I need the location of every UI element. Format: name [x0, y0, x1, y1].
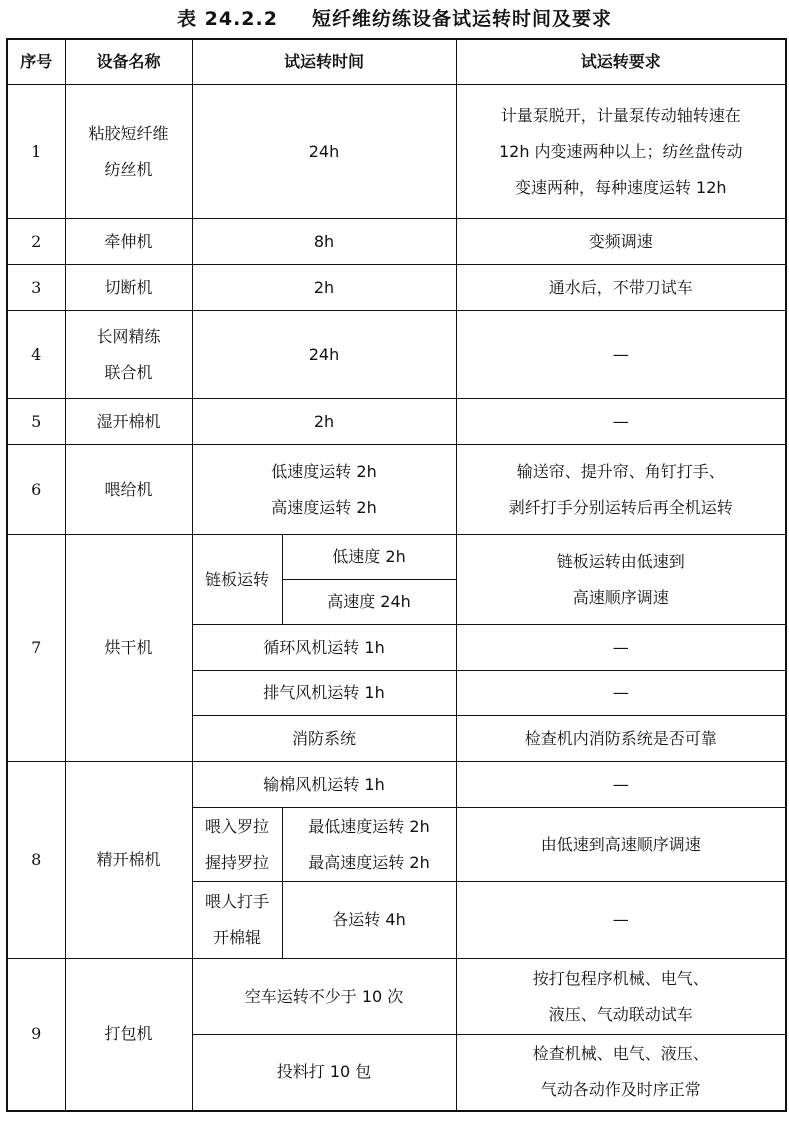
- header-req: 试运转要求: [456, 39, 786, 85]
- row-time: 2h: [192, 399, 456, 445]
- fire-time: 消防系统: [192, 716, 456, 762]
- row-req: 输送帘、提升帘、角钉打手、 剥纤打手分别运转后再全机运转: [456, 445, 786, 535]
- table-row: [7, 85, 786, 219]
- row-req: —: [456, 399, 786, 445]
- roller-label: 喂入罗拉 握持罗拉: [192, 808, 282, 882]
- load-run-req: 检查机械、电气、液压、 气动各动作及时序正常: [456, 1035, 786, 1111]
- table-number: 表 24.2.2: [177, 8, 278, 30]
- row-name: 牵伸机: [65, 219, 192, 265]
- row-time: 8h: [192, 219, 456, 265]
- row-no: 9: [7, 959, 65, 1111]
- chain-req: 链板运转由低速到 高速顺序调速: [456, 535, 786, 625]
- row-name: 打包机: [65, 959, 192, 1111]
- row-req: 变频调速: [456, 219, 786, 265]
- header-name: 设备名称: [65, 39, 192, 85]
- row-time: 24h: [192, 311, 456, 399]
- table-row: [7, 311, 786, 399]
- row-no: 2: [7, 219, 65, 265]
- row-req: —: [456, 311, 786, 399]
- row-name: 精开棉机: [65, 762, 192, 959]
- row-no: 3: [7, 265, 65, 311]
- row-no: 5: [7, 399, 65, 445]
- row-time: 2h: [192, 265, 456, 311]
- fan-time: 输棉风机运转 1h: [192, 762, 456, 808]
- row-time: 低速度运转 2h 高速度运转 2h: [192, 445, 456, 535]
- table-row: [7, 762, 786, 808]
- fan-req: —: [456, 762, 786, 808]
- row-no: 4: [7, 311, 65, 399]
- header-time: 试运转时间: [192, 39, 456, 85]
- table-caption: 短纤维纺练设备试运转时间及要求: [311, 8, 612, 30]
- table-row: [7, 959, 786, 1035]
- table-title: [0, 4, 789, 34]
- row-no: 8: [7, 762, 65, 959]
- fan1-time: 循环风机运转 1h: [192, 625, 456, 671]
- table-row: [7, 445, 786, 535]
- row-no: 6: [7, 445, 65, 535]
- fan2-time: 排气风机运转 1h: [192, 671, 456, 716]
- roller-req: 由低速到高速顺序调速: [456, 808, 786, 882]
- row-name: 烘干机: [65, 535, 192, 762]
- fan1-req: —: [456, 625, 786, 671]
- row-name: 长网精练 联合机: [65, 311, 192, 399]
- row-time: 24h: [192, 85, 456, 219]
- table-row: [7, 535, 786, 580]
- row-no: 1: [7, 85, 65, 219]
- chain-label: 链板运转: [192, 535, 282, 625]
- fan2-req: —: [456, 671, 786, 716]
- trial-run-table: [6, 38, 787, 1112]
- row-req: 计量泵脱开，计量泵传动轴转速在 12h 内变速两种以上；纺丝盘传动 变速两种，每种速度运转 12h: [456, 85, 786, 219]
- roller-time: 最低速度运转 2h 最高速度运转 2h: [282, 808, 456, 882]
- beater-time: 各运转 4h: [282, 882, 456, 959]
- row-no: 7: [7, 535, 65, 762]
- row-name: 湿开棉机: [65, 399, 192, 445]
- chain-low-speed: 低速度 2h: [282, 535, 456, 580]
- table-row: [7, 219, 786, 265]
- row-name: 喂给机: [65, 445, 192, 535]
- table-row: [7, 265, 786, 311]
- fire-req: 检查机内消防系统是否可靠: [456, 716, 786, 762]
- header-row: [7, 39, 786, 85]
- table-row: [7, 399, 786, 445]
- row-name: 切断机: [65, 265, 192, 311]
- beater-req: —: [456, 882, 786, 959]
- chain-high-speed: 高速度 24h: [282, 580, 456, 625]
- row-name: 粘胶短纤维 纺丝机: [65, 85, 192, 219]
- empty-run-req: 按打包程序机械、电气、 液压、气动联动试车: [456, 959, 786, 1035]
- beater-label: 喂人打手 开棉辊: [192, 882, 282, 959]
- header-no: 序号: [7, 39, 65, 85]
- empty-run-time: 空车运转不少于 10 次: [192, 959, 456, 1035]
- load-run-time: 投料打 10 包: [192, 1035, 456, 1111]
- row-req: 通水后，不带刀试车: [456, 265, 786, 311]
